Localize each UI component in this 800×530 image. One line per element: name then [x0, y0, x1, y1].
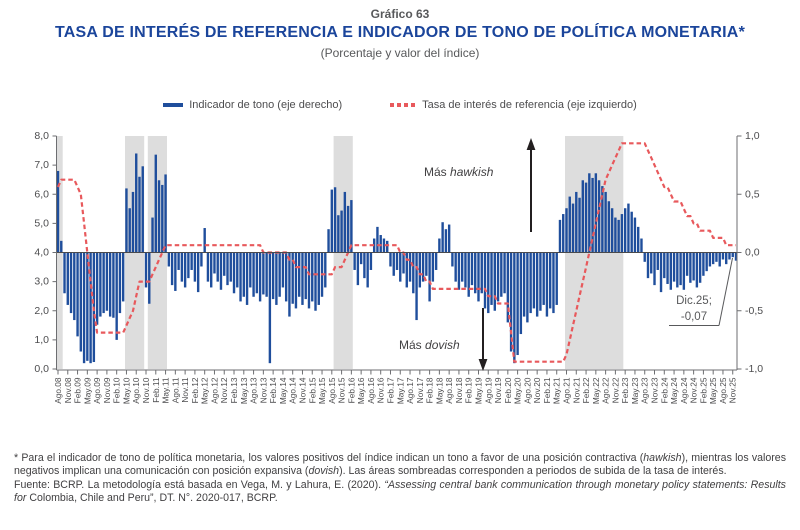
- svg-text:Ago.16: Ago.16: [365, 377, 376, 404]
- svg-text:Ago.13: Ago.13: [248, 377, 259, 404]
- chart-area: [0, 126, 800, 444]
- svg-text:Ago.14: Ago.14: [287, 377, 298, 404]
- annotation-hawkish: [424, 165, 494, 179]
- svg-text:May.10: May.10: [121, 377, 132, 405]
- annotation-dovish: [399, 338, 460, 352]
- left-axis: [34, 130, 56, 375]
- svg-text:Nov.13: Nov.13: [258, 377, 269, 404]
- footnote-source: Fuente: BCRP. La metodología está basada en Vega, M. y Lahura, E. (2020). “Assessing central bank communication through monetary policy statements: Results for Colombia, Chile and Peru”, DT. N°. 2020-017, BCRP.: [14, 478, 786, 505]
- svg-text:May.14: May.14: [277, 377, 288, 405]
- svg-text:May.20: May.20: [512, 377, 523, 405]
- svg-text:Nov.17: Nov.17: [414, 377, 425, 404]
- svg-text:Ago.17: Ago.17: [405, 377, 416, 404]
- svg-text:Nov.10: Nov.10: [141, 377, 152, 404]
- chart-svg: [0, 126, 800, 444]
- svg-text:6,0: 6,0: [34, 188, 49, 201]
- svg-text:May.16: May.16: [356, 377, 367, 405]
- svg-text:3,0: 3,0: [34, 275, 49, 288]
- svg-text:-1,0: -1,0: [745, 363, 764, 375]
- svg-text:May.22: May.22: [590, 377, 601, 405]
- svg-text:Feb.19: Feb.19: [463, 377, 474, 404]
- svg-text:May.09: May.09: [82, 377, 93, 405]
- svg-text:Ago.19: Ago.19: [483, 377, 494, 404]
- svg-text:Nov.08: Nov.08: [62, 377, 73, 404]
- svg-text:Nov.14: Nov.14: [297, 377, 308, 404]
- svg-text:Ago.20: Ago.20: [522, 377, 533, 404]
- svg-text:May.18: May.18: [434, 377, 445, 405]
- svg-text:0,0: 0,0: [34, 363, 49, 375]
- svg-text:May.17: May.17: [395, 377, 406, 405]
- svg-text:May.21: May.21: [551, 377, 562, 405]
- svg-text:Feb.18: Feb.18: [424, 377, 435, 404]
- page-title: TASA DE INTERÉS DE REFERENCIA E INDICADOR DE TONO DE POLÍTICA MONETARIA*: [55, 24, 745, 41]
- svg-text:1,0: 1,0: [745, 130, 760, 142]
- svg-text:Ago.12: Ago.12: [209, 377, 220, 404]
- svg-text:Ago.10: Ago.10: [131, 377, 142, 404]
- svg-text:Nov.12: Nov.12: [219, 377, 230, 404]
- svg-text:Nov.22: Nov.22: [610, 377, 621, 404]
- svg-text:Nov.25: Nov.25: [727, 377, 738, 404]
- figure-label: Gráfico 63: [370, 7, 430, 21]
- svg-text:Feb.16: Feb.16: [346, 377, 357, 404]
- svg-text:Feb.24: Feb.24: [659, 377, 670, 404]
- svg-text:1,0: 1,0: [34, 333, 49, 346]
- svg-text:Nov.19: Nov.19: [493, 377, 504, 404]
- legend-item-tone: [163, 99, 342, 111]
- x-axis: [53, 370, 738, 404]
- legend-label-tone: Indicador de tono (eje derecho): [189, 99, 343, 111]
- footnote: [14, 452, 786, 506]
- svg-text:May.23: May.23: [629, 377, 640, 405]
- svg-text:May.13: May.13: [238, 377, 249, 405]
- svg-text:Más hawkish: Más hawkish: [424, 165, 494, 179]
- svg-text:Ago.23: Ago.23: [639, 377, 650, 404]
- hawkish-up-arrow-icon: [527, 138, 536, 232]
- svg-text:-0,07: -0,07: [680, 311, 708, 323]
- svg-text:7,0: 7,0: [34, 159, 49, 172]
- footnote-note: * Para el indicador de tono de política monetaria, los valores positivos del índice indican un tono a favor de una posición contractiva (hawkish), mientras los valores negativos implican una comunicación con posición expansiva (dovish). Las áreas sombreadas corresponden a periodos de subida de la tasa de interés.: [14, 452, 786, 478]
- svg-text:Feb.09: Feb.09: [72, 377, 83, 404]
- svg-text:Feb.25: Feb.25: [698, 377, 709, 404]
- legend: [0, 99, 800, 111]
- svg-text:Ago.08: Ago.08: [53, 377, 63, 404]
- svg-text:May.12: May.12: [199, 377, 210, 405]
- svg-text:Ago.21: Ago.21: [561, 377, 572, 404]
- svg-text:Nov.23: Nov.23: [649, 377, 660, 404]
- svg-text:Dic.25;: Dic.25;: [676, 295, 712, 307]
- svg-text:4,0: 4,0: [34, 246, 49, 259]
- svg-text:Nov.11: Nov.11: [180, 377, 191, 403]
- svg-text:Feb.21: Feb.21: [541, 377, 552, 404]
- svg-text:-0,5: -0,5: [745, 304, 764, 317]
- svg-text:Nov.09: Nov.09: [101, 377, 112, 404]
- svg-text:Feb.13: Feb.13: [229, 377, 240, 404]
- svg-text:Nov.21: Nov.21: [571, 377, 582, 404]
- legend-label-rate: Tasa de interés de referencia (eje izquierdo): [422, 99, 637, 111]
- svg-text:5,0: 5,0: [34, 217, 49, 230]
- svg-text:Ago.22: Ago.22: [600, 377, 611, 404]
- svg-text:May.19: May.19: [473, 377, 484, 405]
- svg-text:8,0: 8,0: [34, 130, 49, 142]
- svg-text:Nov.15: Nov.15: [336, 377, 347, 404]
- svg-text:Feb.10: Feb.10: [111, 377, 122, 404]
- svg-text:0,5: 0,5: [745, 188, 760, 201]
- svg-text:Ago.15: Ago.15: [326, 377, 337, 404]
- svg-text:Feb.22: Feb.22: [581, 377, 592, 404]
- svg-text:Nov.18: Nov.18: [453, 377, 464, 404]
- dovish-down-arrow-icon: [479, 308, 488, 371]
- svg-text:Feb.23: Feb.23: [620, 377, 631, 404]
- svg-text:Feb.17: Feb.17: [385, 377, 396, 404]
- svg-text:Feb.12: Feb.12: [189, 377, 200, 404]
- svg-text:Nov.20: Nov.20: [532, 377, 543, 404]
- svg-text:Ago.24: Ago.24: [678, 377, 689, 404]
- right-axis: [737, 130, 763, 375]
- svg-text:Feb.20: Feb.20: [502, 377, 513, 404]
- rate-dashed-swatch-icon: [390, 103, 416, 107]
- svg-text:Nov.24: Nov.24: [688, 377, 699, 404]
- svg-text:Más dovish: Más dovish: [399, 338, 460, 352]
- legend-item-rate: [390, 99, 637, 111]
- tone-line-swatch-icon: [163, 103, 183, 107]
- svg-text:0,0: 0,0: [745, 246, 760, 259]
- chart-subtitle: (Porcentaje y valor del índice): [320, 46, 480, 60]
- svg-text:Ago.09: Ago.09: [92, 377, 103, 404]
- svg-text:Feb.15: Feb.15: [307, 377, 318, 404]
- svg-text:Ago.25: Ago.25: [717, 377, 728, 404]
- svg-text:May.11: May.11: [160, 377, 171, 404]
- svg-text:May.24: May.24: [669, 377, 680, 405]
- svg-text:Feb.11: Feb.11: [150, 377, 161, 403]
- svg-text:Ago.18: Ago.18: [444, 377, 455, 404]
- svg-text:2,0: 2,0: [34, 304, 49, 317]
- svg-text:Ago.11: Ago.11: [170, 377, 181, 404]
- svg-text:May.15: May.15: [317, 377, 328, 405]
- svg-text:May.25: May.25: [708, 377, 719, 405]
- svg-text:Nov.16: Nov.16: [375, 377, 386, 404]
- svg-text:Feb.14: Feb.14: [268, 377, 279, 404]
